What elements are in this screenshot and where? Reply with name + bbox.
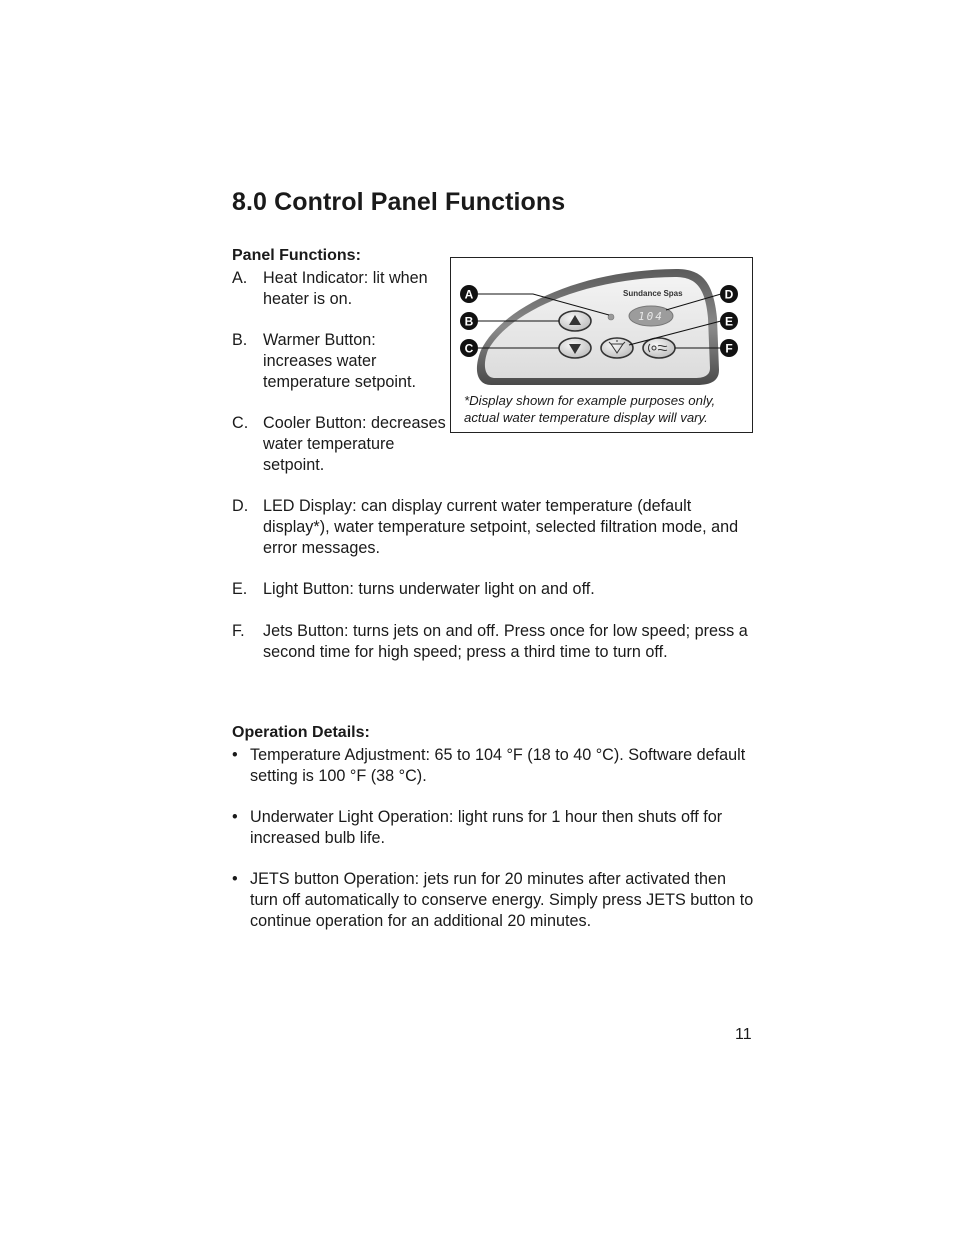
bullet-symbol: • [232, 870, 238, 888]
caption-line-2: actual water temperature display will vary. [464, 410, 708, 425]
figure-caption [464, 392, 749, 426]
caption-line-1: *Display shown for example purposes only, [464, 393, 716, 408]
page-number: 11 [735, 1026, 752, 1043]
callout-c [460, 339, 478, 357]
panel-function-item-a [232, 268, 447, 310]
panel-function-item-d [232, 496, 757, 559]
operation-item-temperature [232, 745, 757, 787]
callout-f [720, 339, 738, 357]
callout-a-label: A [464, 287, 474, 302]
item-letter: B. [232, 331, 248, 349]
callout-e [720, 312, 738, 330]
callout-b [460, 312, 478, 330]
callout-f-label: F [725, 341, 733, 356]
panel-functions-heading: Panel Functions: [232, 247, 361, 264]
operation-details-heading: Operation Details: [232, 724, 370, 741]
callout-d [720, 285, 738, 303]
operation-item-light [232, 807, 757, 849]
callout-b-label: B [464, 314, 474, 329]
page-title: 8.0 Control Panel Functions [232, 188, 566, 216]
item-text: Warmer Button: increases water temperature setpoint. [263, 331, 416, 391]
item-text: LED Display: can display current water temperature (default display*), water temperature setpoint, selected filtration mode, and error messages. [263, 497, 739, 557]
item-letter: F. [232, 622, 245, 640]
operation-item-jets [232, 869, 757, 932]
operation-item-text: JETS button Operation: jets run for 20 minutes after activated then turn off automatically to conserve energy. Simply press JETS button to continue operation for an additional 20 minutes. [250, 870, 754, 930]
led-display-reading: 104 [638, 310, 664, 323]
item-text: Light Button: turns underwater light on and off. [263, 580, 595, 598]
item-letter: A. [232, 269, 248, 287]
panel-function-item-e [232, 579, 757, 600]
callout-d-label: D [724, 287, 734, 302]
brand-text: Sundance Spas [623, 289, 683, 298]
panel-function-item-f [232, 621, 757, 663]
callout-c-label: C [464, 341, 474, 356]
item-text: Heat Indicator: lit when heater is on. [263, 269, 428, 308]
item-text: Cooler Button: decreases water temperature setpoint. [263, 414, 446, 474]
item-letter: C. [232, 414, 249, 432]
item-letter: E. [232, 580, 248, 598]
bullet-symbol: • [232, 746, 238, 764]
jets-button[interactable] [643, 338, 675, 358]
callout-e-label: E [724, 314, 734, 329]
bullet-symbol: • [232, 808, 238, 826]
item-letter: D. [232, 497, 249, 515]
panel-function-item-b [232, 330, 447, 393]
panel-function-item-c [232, 413, 447, 476]
operation-item-text: Underwater Light Operation: light runs for 1 hour then shuts off for increased bulb life. [250, 808, 723, 847]
operation-item-text: Temperature Adjustment: 65 to 104 °F (18 to 40 °C). Software default setting is 100 °F (38 °C). [250, 746, 746, 785]
item-text: Jets Button: turns jets on and off. Press once for low speed; press a second time for high speed; press a third time to turn off. [263, 622, 748, 661]
callout-a [460, 285, 478, 303]
control-panel-figure [450, 257, 753, 433]
